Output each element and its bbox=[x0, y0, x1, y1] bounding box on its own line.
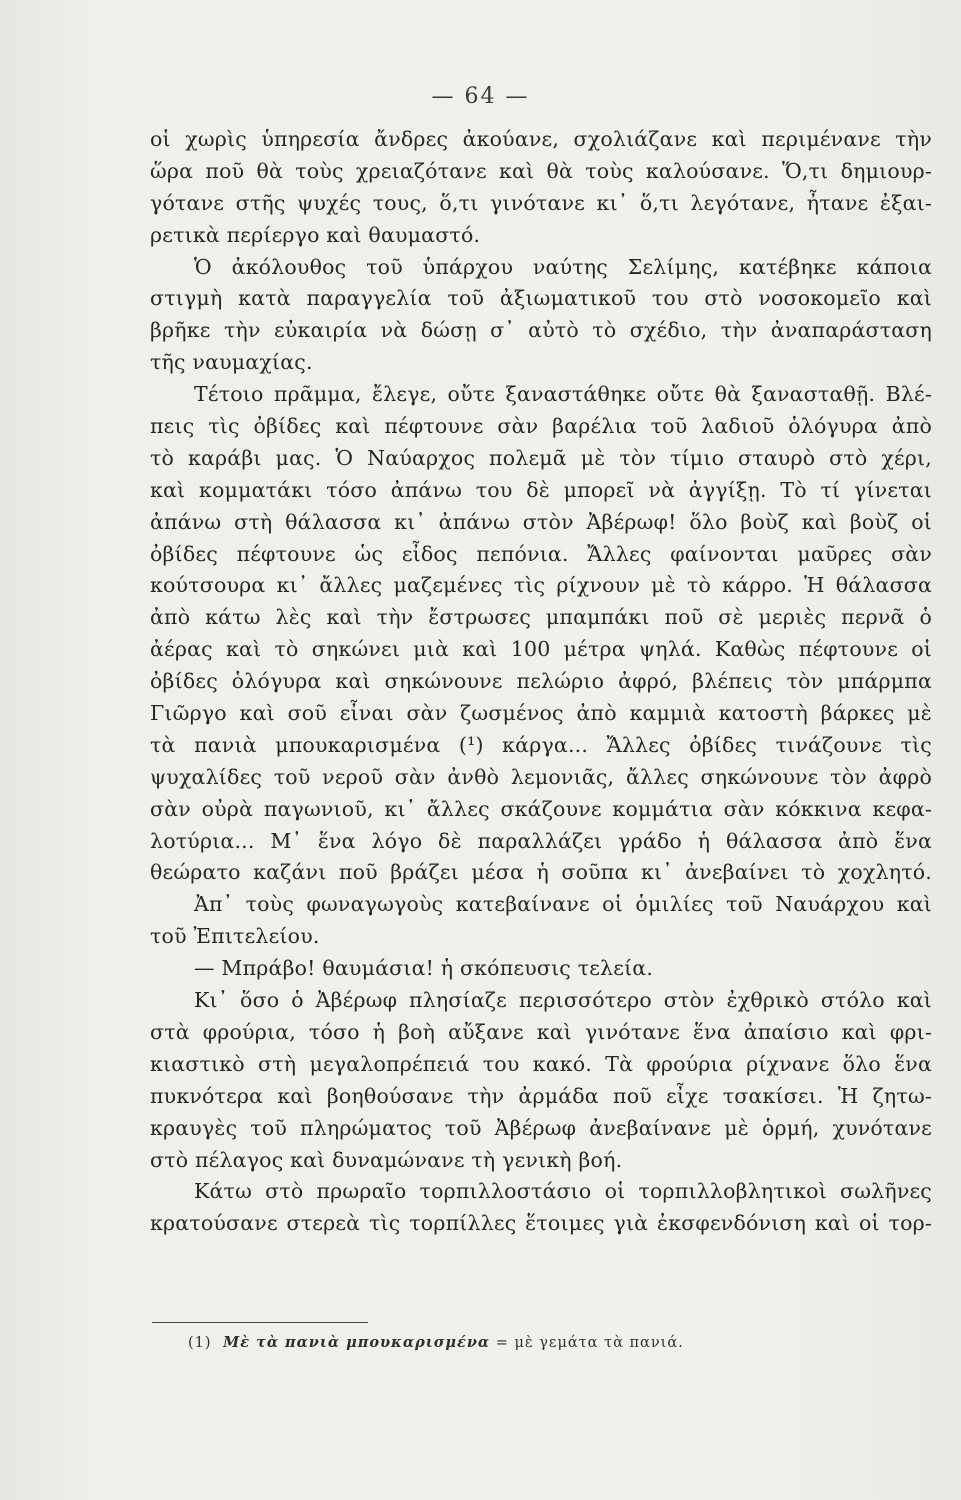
text-line: Τέτοιο πρᾶμμα, ἔλεγε, οὔτε ξαναστάθηκε οὔτε θὰ ξανασταθῇ. Βλέ- bbox=[194, 382, 932, 407]
text-line: στιγμὴ κατὰ παραγγελία τοῦ ἀξιωματικοῦ του στὸ νοσοκομεῖο καὶ bbox=[150, 286, 932, 311]
text-line: Ἀπ᾿ τοὺς φωναγωγοὺς κατεβαίνανε οἱ ὁμιλίες τοῦ Ναυάρχου καὶ bbox=[194, 892, 932, 917]
text-line: κρατούσανε στερεὰ τὶς τορπίλλες ἕτοιμες γιὰ ἐκσφενδόνιση καὶ οἱ τορ- bbox=[150, 1211, 932, 1236]
text-line: Κι᾿ ὅσο ὁ Ἀβέρωφ πλησίαζε περισσότερο στὸν ἐχθρικὸ στόλο καὶ bbox=[194, 988, 932, 1013]
text-line: ἀέρας καὶ τὸ σηκώνει μιὰ καὶ 100 μέτρα ψηλά. Καθὼς πέφτουνε οἱ bbox=[150, 637, 932, 662]
text-line: ἀπὸ κάτω λὲς καὶ τὴν ἔστρωσες μπαμπάκι ποῦ σὲ μεριὲς περνᾶ ὁ bbox=[150, 605, 932, 630]
text-line: κούτσουρα κι᾿ ἄλλες μαζεμένες τὶς ρίχνουν μὲ τὸ κάρρο. Ἡ θάλασσα bbox=[150, 573, 932, 598]
text-line: ψυχαλίδες τοῦ νεροῦ σὰν ἀνθὸ λεμονιᾶς, ἄλλες σηκώνουνε τὸν ἀφρὸ bbox=[150, 764, 932, 789]
text-line: στὰ φρούρια, τόσο ἡ βοὴ αὔξανε καὶ γινότανε ἕνα ἀπαίσιο καὶ φρι- bbox=[150, 1019, 932, 1044]
footnote bbox=[188, 1334, 684, 1351]
text-line: πεις τὶς ὀβίδες καὶ πέφτουνε σὰν βαρέλια τοῦ λαδιοῦ ὁλόγυρα ἀπὸ bbox=[150, 414, 932, 439]
footnote-definition: = μὲ γεμάτα τὰ πανιά. bbox=[495, 1335, 684, 1351]
page-number: — 64 — bbox=[431, 84, 530, 109]
text-line: Ὁ ἀκόλουθος τοῦ ὑπάρχου ναύτης Σελίμης, κατέβηκε κάποια bbox=[194, 254, 932, 279]
text-line: γότανε στῆς ψυχές τους, ὅ,τι γινότανε κι᾿ ὅ,τι λεγότανε, ἦτανε ἐξαι- bbox=[150, 190, 932, 215]
text-line: τὰ πανιὰ μπουκαρισμένα (¹) κάργα... Ἄλλες ὀβίδες τινάζουνε τὶς bbox=[150, 732, 932, 757]
text-line: λοτύρια... Μ᾿ ἕνα λόγο δὲ παραλλάζει γράδο ἡ θάλασσα ἀπὸ ἕνα bbox=[150, 828, 932, 853]
text-line: ὥρα ποῦ θὰ τοὺς χρειαζότανε καὶ θὰ τοὺς καλούσανε. Ὅ,τι δημιουρ- bbox=[150, 158, 932, 183]
text-line: πυκνότερα καὶ βοηθούσανε τὴν ἀρμάδα ποῦ εἶχε τσακίσει. Ἡ ζητω- bbox=[150, 1083, 932, 1108]
text-line: τὸ καράβι μας. Ὁ Ναύαρχος πολεμᾶ μὲ τὸν τίμιο σταυρὸ στὸ χέρι, bbox=[150, 445, 932, 470]
text-line: στὸ πέλαγος καὶ δυναμώνανε τὴ γενικὴ βοή. bbox=[150, 1147, 623, 1172]
text-line: κιαστικὸ στὴ μεγαλοπρέπειά του κακό. Τὰ φρούρια ρίχνανε ὅλο ἕνα bbox=[150, 1051, 932, 1076]
footnote-rule bbox=[152, 1322, 368, 1323]
footnote-term: Μὲ τὰ πανιὰ μπουκαρισμένα bbox=[223, 1334, 491, 1351]
text-line: κραυγὲς τοῦ πληρώματος τοῦ Ἀβέρωφ ἀνεβαίνανε μὲ ὁρμή, χυνότανε bbox=[150, 1115, 932, 1140]
text-line: ὀβίδες ὁλόγυρα καὶ σηκώνουνε πελώριο ἀφρό, βλέπεις τὸν μπάρμπα bbox=[150, 669, 932, 694]
text-line: — Μπράβο! θαυμάσια! ἡ σκόπευσις τελεία. bbox=[194, 956, 654, 981]
text-line: οἱ χωρὶς ὑπηρεσία ἄνδρες ἀκούανε, σχολιάζανε καὶ περιμένανε τὴν bbox=[150, 127, 932, 151]
text-line: Κάτω στὸ πρωραῖο τορπιλλοστάσιο οἱ τορπιλλοβλητικοὶ σωλῆνες bbox=[194, 1179, 932, 1204]
text-line: τῆς ναυμαχίας. bbox=[150, 350, 313, 375]
text-line: θεώρατο καζάνι ποῦ βράζει μέσα ἡ σοῦπα κι᾿ ἀνεβαίνει τὸ χοχλητό. bbox=[150, 860, 932, 885]
text-line: ἀπάνω στὴ θάλασσα κι᾿ ἀπάνω στὸν Ἀβέρωφ! ὅλο βοὺζ καὶ βοὺζ οἱ bbox=[150, 509, 932, 534]
text-line: ρετικὰ περίεργο καὶ θαυμαστό. bbox=[150, 222, 481, 247]
body-text bbox=[150, 124, 932, 1240]
text-line: Γιῶργο καὶ σοῦ εἶναι σὰν ζωσμένος ἀπὸ καμμιὰ κατοστὴ βάρκες μὲ bbox=[150, 701, 932, 726]
text-line: σὰν οὐρὰ παγωνιοῦ, κι᾿ ἄλλες σκάζουνε κομμάτια σὰν κόκκινα κεφα- bbox=[150, 796, 932, 821]
text-line: καὶ κομματάκι τόσο ἀπάνω του δὲ μπορεῖ νὰ ἀγγίξῃ. Τὸ τί γίνεται bbox=[150, 477, 932, 502]
text-line: τοῦ Ἐπιτελείου. bbox=[150, 924, 320, 949]
footnote-marker: (1) bbox=[188, 1335, 212, 1351]
text-line: ὀβίδες πέφτουνε ὡς εἶδος πεπόνια. Ἄλλες φαίνονται μαῦρες σὰν bbox=[150, 541, 932, 566]
text-line: βρῆκε τὴν εὐκαιρία νὰ δώσῃ σ᾿ αὐτὸ τὸ σχέδιο, τὴν ἀναπαράσταση bbox=[150, 318, 932, 343]
